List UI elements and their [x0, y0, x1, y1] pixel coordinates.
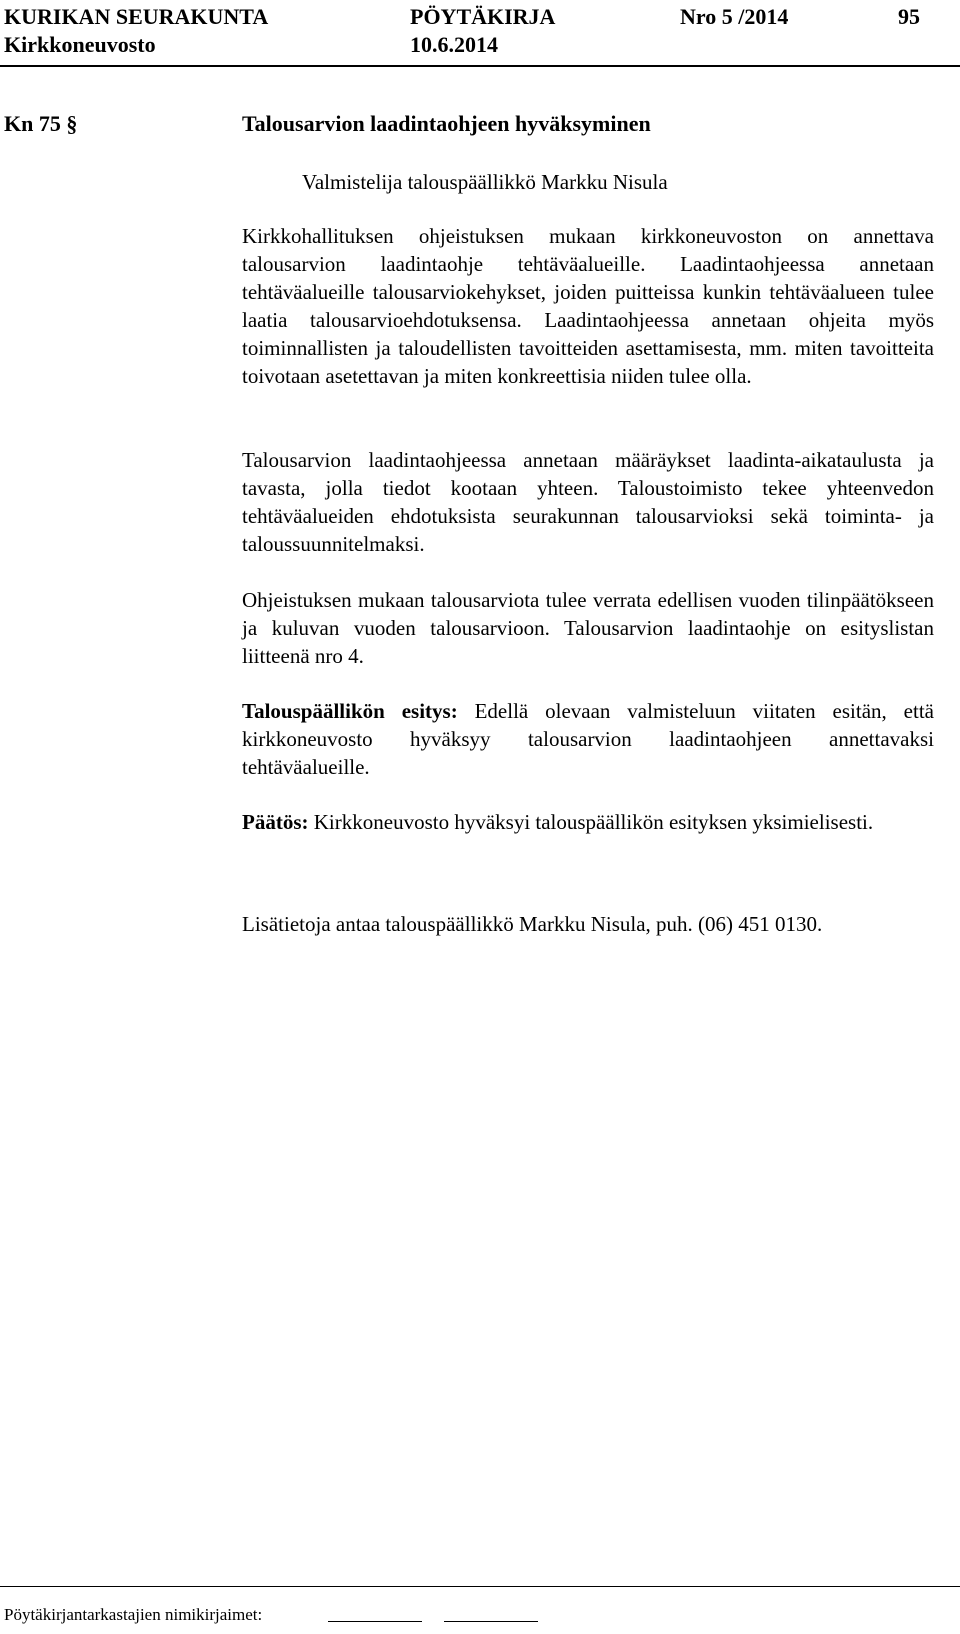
paragraph-1-text: Kirkkohallituksen ohjeistuksen mukaan kirkkoneuvoston on annettava talousarvion laadintaohje tehtäväalueille. Laadintaohjeessa annetaan tehtäväalueille talousarviokehykset, joiden puitteissa kunkin tehtäväalueen tulee laatia talousarvioehdotuksensa. Laadintaohjeessa annetaan ohjeita myös toiminnallisten ja taloudellisten tavoitteiden asettamisesta, mm. miten tavoitteita toivotaan asetettavan ja miten konkreettisia niiden tulee olla.: [242, 224, 934, 388]
header-date: 10.6.2014: [410, 32, 498, 57]
contact-text: Lisätietoja antaa talouspäällikkö Markku Nisula, puh. (06) 451 0130.: [242, 912, 823, 936]
header-rule: [0, 65, 960, 67]
signature-line-2: [444, 1621, 538, 1622]
paragraph-1: [242, 222, 934, 390]
footer-label: Pöytäkirjantarkastajien nimikirjaimet:: [4, 1605, 263, 1624]
paragraph-3-text: Ohjeistuksen mukaan talousarviota tulee verrata edellisen vuoden tilinpäätökseen ja kuluvan vuoden talousarvioon. Talousarvion laadintaohje on esityslistan liitteenä nro 4.: [242, 588, 934, 668]
decision-label: Päätös:: [242, 810, 309, 834]
decision-text: Kirkkoneuvosto hyväksyi talouspäällikön esityksen yksimielisesti.: [308, 810, 874, 834]
paragraph-3: [242, 586, 934, 670]
decision: [242, 808, 934, 836]
signature-line-1: [328, 1621, 422, 1622]
proposal-label: Talouspäällikön esitys:: [242, 699, 458, 723]
paragraph-2: [242, 446, 934, 558]
section-title: Talousarvion laadintaohjeen hyväksyminen: [242, 111, 651, 136]
proposal-text: Edellä olevaan valmisteluun viitaten esitän, että kirkkoneuvosto hyväksyy talousarvion laadintaohjeen annettavaksi tehtäväalueille.: [242, 699, 934, 779]
preparer-line: Valmistelija talouspäällikkö Markku Nisula: [302, 170, 668, 194]
paragraph-2-text: Talousarvion laadintaohjeessa annetaan määräykset laadinta-aikataulusta ja tavasta, jolla tiedot kootaan yhteen. Taloustoimisto tekee yhteenvedon tehtäväalueiden ehdotuksista seurakunnan talousarvioksi sekä toiminta- ja taloussuunnitelmaksi.: [242, 448, 934, 556]
proposal: [242, 697, 934, 781]
header-doc-type: PÖYTÄKIRJA: [410, 4, 556, 29]
header-body: Kirkkoneuvosto: [4, 32, 156, 57]
header-page-number: 95: [898, 4, 920, 29]
header-org: KURIKAN SEURAKUNTA: [4, 4, 269, 29]
contact-info: [242, 910, 934, 938]
header-number: Nro 5 /2014: [680, 4, 789, 29]
footer-rule: [0, 1586, 960, 1587]
section-number: Kn 75 §: [4, 111, 78, 136]
